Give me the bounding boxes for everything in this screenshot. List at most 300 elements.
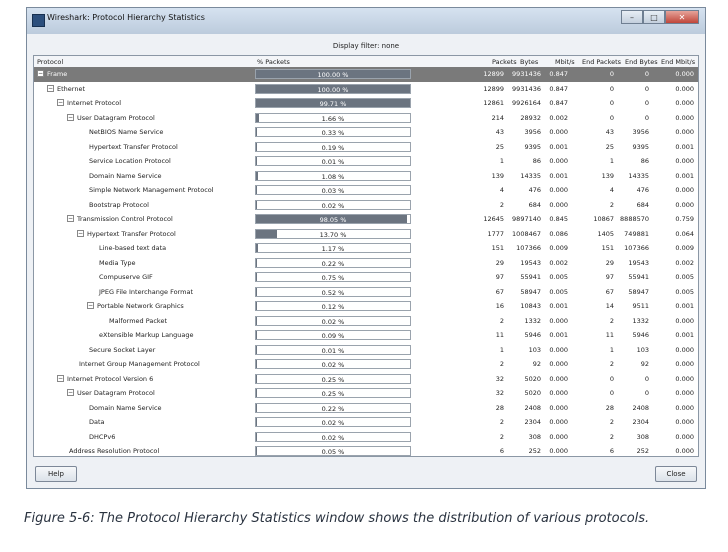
percent-bar: [255, 84, 411, 94]
cell-end-mbits: 0.000: [675, 418, 694, 426]
table-row[interactable]: [34, 401, 698, 416]
protocol-tree-table[interactable]: [33, 55, 699, 457]
percent-label: 0.25 %: [321, 390, 345, 398]
cell-mbits: 0.086: [549, 229, 568, 238]
cell-packets: 2: [499, 432, 504, 441]
cell-packets: 12899: [483, 84, 504, 93]
percent-label: 1.17 %: [321, 245, 345, 253]
cell-bytes: 86: [532, 157, 541, 165]
cell-end-packets: 151: [601, 244, 614, 252]
window-controls: [621, 10, 699, 24]
protocol-name: Hypertext Transfer Protocol: [87, 229, 176, 238]
col-end-packets[interactable]: End Packets: [582, 58, 622, 66]
percent-label: 0.05 %: [321, 448, 345, 456]
protocol-name: Internet Protocol Version 6: [67, 374, 154, 383]
percent-bar: [255, 142, 411, 152]
percent-bar: [255, 287, 411, 297]
cell-end-bytes: 0: [644, 70, 649, 78]
table-row[interactable]: [34, 125, 698, 140]
cell-end-bytes: 86: [640, 157, 649, 165]
table-row[interactable]: [34, 372, 698, 387]
cell-bytes: 103: [528, 345, 541, 354]
cell-end-packets: 6: [609, 447, 614, 455]
cell-end-bytes: 476: [636, 186, 649, 194]
cell-end-mbits: 0.000: [675, 113, 694, 122]
cell-packets: 12645: [483, 215, 504, 223]
expand-toggle-icon[interactable]: −: [78, 229, 84, 237]
cell-end-packets: 0: [609, 84, 614, 93]
cell-packets: 12899: [483, 70, 504, 78]
cell-end-bytes: 0: [644, 84, 649, 93]
percent-bar: [255, 417, 411, 427]
cell-mbits: 0.000: [549, 432, 568, 441]
cell-packets: 12861: [483, 99, 504, 107]
col-protocol[interactable]: Protocol: [37, 58, 64, 66]
percent-label: 13.70 %: [319, 230, 347, 239]
cell-bytes: 58947: [520, 287, 541, 296]
cell-mbits: 0.001: [549, 331, 568, 339]
cell-end-mbits: 0.000: [675, 374, 694, 383]
cell-bytes: 3956: [524, 128, 541, 136]
cell-end-mbits: 0.001: [675, 171, 694, 180]
cell-bytes: 9931436: [512, 84, 541, 93]
cell-mbits: 0.000: [549, 403, 568, 412]
cell-end-mbits: 0.000: [675, 128, 694, 136]
percent-bar: [255, 69, 411, 79]
cell-mbits: 0.005: [549, 273, 568, 281]
protocol-name: Address Resolution Protocol: [69, 447, 160, 455]
percent-label: 0.02 %: [321, 419, 345, 427]
table-row[interactable]: [34, 169, 698, 184]
percent-label: 0.02 %: [321, 201, 345, 210]
percent-label: 0.25 %: [321, 375, 345, 384]
percent-bar: [255, 127, 411, 137]
cell-end-mbits: 0.000: [675, 360, 694, 368]
cell-bytes: 5020: [524, 389, 541, 397]
cell-bytes: 9395: [524, 142, 541, 151]
protocol-name: Transmission Control Protocol: [77, 215, 173, 223]
cell-end-mbits: 0.000: [675, 70, 694, 78]
percent-bar: [255, 200, 411, 210]
percent-label: 0.02 %: [321, 361, 345, 369]
cell-packets: 28: [495, 403, 504, 412]
cell-mbits: 0.847: [549, 70, 568, 78]
cell-end-bytes: 0: [644, 99, 649, 107]
table-row[interactable]: [34, 111, 698, 126]
cell-bytes: 107366: [516, 244, 541, 252]
cell-end-bytes: 3956: [632, 128, 649, 136]
cell-mbits: 0.005: [549, 287, 568, 296]
percent-bar: [255, 301, 411, 311]
percent-label: 0.52 %: [321, 288, 345, 297]
percent-label: 100.00 %: [317, 71, 349, 79]
percent-label: 1.08 %: [321, 172, 345, 181]
cell-bytes: 9931436: [512, 70, 541, 78]
cell-mbits: 0.001: [549, 171, 568, 180]
cell-packets: 4: [499, 186, 504, 194]
cell-end-packets: 0: [609, 113, 614, 122]
cell-end-mbits: 0.001: [675, 302, 694, 310]
percent-label: 0.33 %: [321, 129, 345, 137]
cell-end-bytes: 0: [644, 389, 649, 397]
cell-end-packets: 97: [605, 273, 614, 281]
cell-end-mbits: 0.000: [675, 345, 694, 354]
percent-bar: [255, 359, 411, 369]
cell-packets: 2: [499, 316, 504, 325]
cell-end-mbits: 0.000: [675, 186, 694, 194]
percent-bar: [255, 330, 411, 340]
cell-end-mbits: 0.000: [675, 200, 694, 209]
protocol-name: Domain Name Service: [89, 171, 162, 180]
protocol-name: Simple Network Management Protocol: [89, 186, 214, 194]
percent-label: 98.05 %: [319, 216, 347, 224]
cell-end-bytes: 2408: [632, 403, 649, 412]
percent-bar: [255, 345, 411, 355]
cell-mbits: 0.000: [549, 128, 568, 136]
col-packets[interactable]: Packets: [492, 58, 517, 66]
percent-label: 0.12 %: [321, 303, 345, 311]
cell-end-bytes: 92: [640, 360, 649, 368]
table-row[interactable]: [34, 212, 698, 227]
protocol-name: Malformed Packet: [109, 316, 168, 325]
cell-bytes: 5020: [524, 374, 541, 383]
maximize-button[interactable]: □: [643, 10, 665, 24]
table-row[interactable]: [34, 430, 698, 445]
cell-end-mbits: 0.000: [675, 432, 694, 441]
cell-bytes: 2304: [524, 418, 541, 426]
cell-end-packets: 28: [605, 403, 614, 412]
cell-end-bytes: 5946: [632, 331, 649, 339]
percent-label: 0.01 %: [321, 346, 345, 355]
cell-end-bytes: 8888570: [620, 215, 649, 223]
cell-packets: 151: [491, 244, 504, 252]
cell-mbits: 0.000: [549, 389, 568, 397]
percent-label: 1.66 %: [321, 114, 345, 123]
table-row[interactable]: [34, 444, 698, 457]
cell-end-bytes: 9395: [632, 142, 649, 151]
cell-mbits: 0.001: [549, 142, 568, 151]
cell-packets: 16: [495, 302, 504, 310]
cell-end-packets: 2: [609, 316, 614, 325]
table-row[interactable]: [34, 198, 698, 213]
cell-end-bytes: 58947: [628, 287, 649, 296]
cell-end-packets: 25: [605, 142, 614, 151]
cell-bytes: 14335: [520, 171, 541, 180]
cell-bytes: 28932: [520, 113, 541, 122]
protocol-name: Service Location Protocol: [89, 157, 171, 165]
cell-bytes: 92: [532, 360, 541, 368]
cell-end-bytes: 252: [636, 447, 649, 455]
expand-toggle-icon[interactable]: −: [58, 99, 64, 106]
cell-bytes: 55941: [520, 273, 541, 281]
cell-mbits: 0.002: [549, 113, 568, 122]
protocol-name: Secure Socket Layer: [89, 345, 156, 354]
percent-label: 0.02 %: [321, 317, 345, 326]
cell-end-mbits: 0.000: [675, 447, 694, 455]
wireshark-app-icon: [32, 14, 45, 27]
table-row[interactable]: [34, 82, 698, 97]
cell-end-mbits: 0.000: [675, 389, 694, 397]
protocol-name: User Datagram Protocol: [77, 389, 155, 397]
percent-bar: [255, 214, 411, 224]
cell-packets: 29: [495, 258, 504, 267]
cell-end-mbits: 0.005: [675, 273, 694, 281]
protocol-name: Frame: [47, 70, 68, 78]
cell-end-packets: 14: [605, 302, 614, 310]
cell-mbits: 0.001: [549, 302, 568, 310]
table-row[interactable]: [34, 357, 698, 372]
cell-packets: 2: [499, 200, 504, 209]
cell-mbits: 0.000: [549, 447, 568, 455]
expand-toggle-icon[interactable]: −: [48, 84, 54, 92]
cell-end-packets: 10867: [593, 215, 614, 223]
cell-end-mbits: 0.000: [675, 403, 694, 412]
cell-bytes: 19543: [520, 258, 541, 267]
percent-label: 0.03 %: [321, 187, 345, 195]
protocol-name: Portable Network Graphics: [97, 302, 184, 310]
cell-end-mbits: 0.064: [675, 229, 694, 238]
protocol-name: Internet Protocol: [67, 99, 122, 107]
percent-bar: [255, 113, 411, 123]
cell-end-packets: 29: [605, 258, 614, 267]
cell-bytes: 5946: [524, 331, 541, 339]
cell-packets: 1777: [487, 229, 504, 238]
cell-packets: 43: [495, 128, 504, 136]
cell-packets: 32: [495, 374, 504, 383]
cell-mbits: 0.847: [549, 84, 568, 93]
protocol-name: Domain Name Service: [89, 403, 162, 412]
table-row[interactable]: [34, 183, 698, 198]
cell-mbits: 0.000: [549, 345, 568, 354]
cell-end-mbits: 0.759: [675, 215, 694, 223]
percent-bar: [255, 98, 411, 108]
percent-label: 0.75 %: [321, 274, 345, 282]
cell-mbits: 0.847: [549, 99, 568, 107]
cell-end-packets: 0: [609, 389, 614, 397]
cell-end-bytes: 749881: [624, 229, 649, 238]
cell-end-packets: 1: [609, 345, 614, 354]
cell-bytes: 684: [528, 200, 541, 209]
cell-mbits: 0.000: [549, 418, 568, 426]
cell-packets: 67: [495, 287, 504, 296]
table-row[interactable]: [34, 256, 698, 271]
cell-packets: 2: [499, 360, 504, 368]
cell-end-mbits: 0.000: [675, 84, 694, 93]
table-row[interactable]: [34, 227, 698, 242]
percent-bar: [255, 272, 411, 282]
table-row[interactable]: [34, 415, 698, 430]
protocol-name: NetBIOS Name Service: [89, 128, 164, 136]
percent-bar: [255, 258, 411, 268]
cell-bytes: 252: [528, 447, 541, 455]
protocol-name: Line-based text data: [99, 244, 167, 252]
protocol-name: Data: [89, 418, 105, 426]
cell-end-packets: 4: [609, 186, 614, 194]
percent-label: 100.00 %: [317, 85, 349, 94]
cell-end-bytes: 9511: [632, 302, 649, 310]
percent-label: 0.22 %: [321, 259, 345, 268]
expand-toggle-icon[interactable]: −: [58, 374, 64, 382]
cell-packets: 214: [491, 113, 504, 122]
close-button[interactable]: Close: [655, 466, 697, 482]
cell-bytes: 1008467: [512, 229, 541, 238]
cell-end-packets: 0: [609, 374, 614, 383]
percent-bar: [255, 185, 411, 195]
cell-end-bytes: 0: [644, 374, 649, 383]
cell-mbits: 0.000: [549, 157, 568, 165]
cell-end-mbits: 0.000: [675, 316, 694, 325]
dialog-footer: [27, 458, 705, 488]
protocol-name: eXtensible Markup Language: [99, 331, 194, 339]
cell-end-bytes: 55941: [628, 273, 649, 281]
table-row[interactable]: [34, 285, 698, 300]
col-end-bytes[interactable]: End Bytes: [625, 58, 658, 66]
percent-bar: [255, 243, 411, 253]
col-end-mbits[interactable]: End Mbit/s: [661, 58, 696, 66]
cell-packets: 1: [499, 345, 504, 354]
protocol-name: User Datagram Protocol: [77, 113, 155, 122]
protocol-name: Media Type: [99, 258, 136, 267]
percent-label: 0.01 %: [321, 158, 345, 166]
cell-bytes: 308: [528, 432, 541, 441]
expand-toggle-icon[interactable]: −: [38, 70, 44, 77]
cell-packets: 139: [491, 171, 504, 180]
expand-toggle-icon[interactable]: −: [88, 302, 94, 309]
window-title: Wireshark: Protocol Hierarchy Statistics: [47, 13, 205, 22]
expand-toggle-icon[interactable]: −: [68, 389, 74, 396]
cell-end-mbits: 0.000: [675, 99, 694, 107]
cell-end-packets: 2: [609, 432, 614, 441]
table-row[interactable]: [34, 241, 698, 256]
cell-mbits: 0.000: [549, 374, 568, 383]
cell-end-mbits: 0.001: [675, 142, 694, 151]
expand-toggle-icon[interactable]: −: [68, 113, 74, 121]
percent-bar: [255, 229, 411, 239]
col-mbits[interactable]: Mbit/s: [555, 58, 575, 66]
cell-end-packets: 0: [609, 70, 614, 78]
protocol-name: JPEG File Interchange Format: [99, 287, 193, 296]
cell-bytes: 1332: [524, 316, 541, 325]
cell-end-bytes: 107366: [624, 244, 649, 252]
cell-bytes: 9897140: [512, 215, 541, 223]
help-button[interactable]: Help: [35, 466, 77, 482]
cell-end-mbits: 0.005: [675, 287, 694, 296]
cell-end-bytes: 19543: [628, 258, 649, 267]
cell-end-packets: 2: [609, 360, 614, 368]
table-row[interactable]: [34, 386, 698, 401]
cell-end-bytes: 103: [636, 345, 649, 354]
cell-packets: 25: [495, 142, 504, 151]
col-bytes[interactable]: Bytes: [520, 58, 539, 66]
cell-end-bytes: 14335: [628, 171, 649, 180]
table-row[interactable]: [34, 343, 698, 358]
percent-label: 99.71 %: [319, 100, 347, 108]
table-row[interactable]: [34, 270, 698, 285]
col-pct-packets[interactable]: % Packets: [257, 58, 290, 66]
cell-end-packets: 1: [609, 157, 614, 165]
protocol-name: Hypertext Transfer Protocol: [89, 142, 178, 151]
cell-bytes: 9926164: [512, 99, 541, 107]
cell-mbits: 0.845: [549, 215, 568, 223]
cell-bytes: 2408: [524, 403, 541, 412]
cell-packets: 1: [499, 157, 504, 165]
protocol-hierarchy-window: [26, 7, 706, 489]
percent-bar: [255, 374, 411, 384]
cell-end-bytes: 2304: [632, 418, 649, 426]
cell-mbits: 0.002: [549, 258, 568, 267]
cell-end-packets: 139: [601, 171, 614, 180]
cell-end-packets: 2: [609, 200, 614, 209]
table-row[interactable]: [34, 67, 698, 82]
cell-end-bytes: 308: [636, 432, 649, 441]
table-row[interactable]: [34, 328, 698, 343]
title-bar[interactable]: [27, 8, 705, 34]
percent-label: 0.09 %: [321, 332, 345, 340]
cell-end-mbits: 0.009: [675, 244, 694, 252]
cell-packets: 97: [495, 273, 504, 281]
percent-bar: [255, 171, 411, 181]
cell-packets: 11: [495, 331, 504, 339]
percent-bar: [255, 403, 411, 413]
cell-end-mbits: 0.000: [675, 157, 694, 165]
cell-end-packets: 2: [609, 418, 614, 426]
table-row[interactable]: [34, 314, 698, 329]
percent-label: 0.02 %: [321, 433, 345, 442]
protocol-name: Internet Group Management Protocol: [79, 360, 200, 368]
percent-bar: [255, 446, 411, 456]
cell-mbits: 0.000: [549, 200, 568, 209]
minimize-button[interactable]: –: [621, 10, 643, 24]
cell-packets: 6: [499, 447, 504, 455]
percent-bar: [255, 432, 411, 442]
cell-packets: 2: [499, 418, 504, 426]
cell-mbits: 0.000: [549, 360, 568, 368]
table-row[interactable]: [34, 154, 698, 169]
percent-label: 0.22 %: [321, 404, 345, 413]
display-filter-label: Display filter: none: [332, 42, 400, 50]
cell-end-packets: 67: [605, 287, 614, 296]
cell-end-packets: 1405: [597, 229, 614, 238]
table-row[interactable]: [34, 140, 698, 155]
protocol-name: Bootstrap Protocol: [89, 200, 149, 209]
cell-mbits: 0.000: [549, 186, 568, 194]
percent-label: 0.19 %: [321, 143, 345, 152]
cell-end-bytes: 684: [636, 200, 649, 209]
cell-end-packets: 43: [605, 128, 614, 136]
close-window-button[interactable]: ✕: [665, 10, 699, 24]
percent-bar: [255, 156, 411, 166]
cell-end-bytes: 0: [644, 113, 649, 122]
cell-mbits: 0.009: [549, 244, 568, 252]
cell-end-packets: 11: [605, 331, 614, 339]
cell-end-mbits: 0.002: [675, 258, 694, 267]
table-row[interactable]: [34, 299, 698, 314]
cell-mbits: 0.000: [549, 316, 568, 325]
protocol-name: DHCPv6: [89, 432, 116, 441]
protocol-name: Compuserve GIF: [99, 273, 153, 281]
figure-caption: Figure 5-6: The Protocol Hierarchy Statistics window shows the distribution of various protocols.: [24, 511, 650, 526]
cell-bytes: 10843: [520, 302, 541, 310]
percent-bar: [255, 388, 411, 398]
cell-end-mbits: 0.001: [675, 331, 694, 339]
cell-bytes: 476: [528, 186, 541, 194]
expand-toggle-icon[interactable]: −: [68, 215, 74, 222]
cell-end-packets: 0: [609, 99, 614, 107]
cell-end-bytes: 1332: [632, 316, 649, 325]
protocol-name: Ethernet: [57, 84, 85, 93]
percent-bar: [255, 316, 411, 326]
table-row[interactable]: [34, 96, 698, 111]
